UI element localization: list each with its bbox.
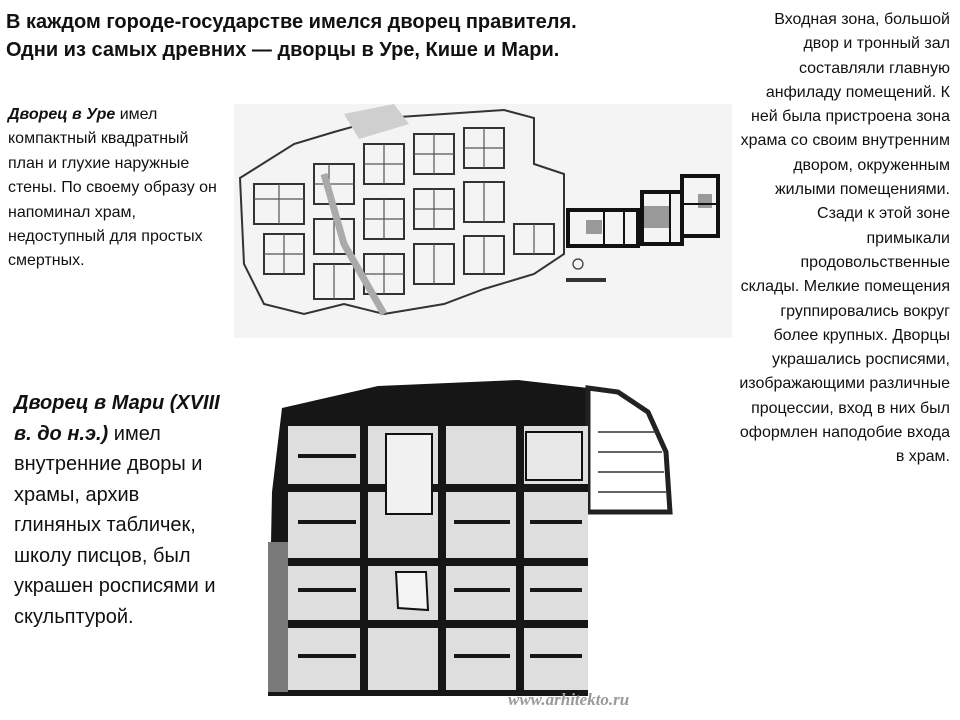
ur-palace-description xyxy=(8,103,223,274)
mari-palace-heading: Дворец в Мари (XVIII в. до н.э.) xyxy=(14,392,220,445)
title-line-2: Одни из самых древних — дворцы в Уре, Кише и Мари. xyxy=(6,39,560,61)
title-line-1: В каждом городе-государстве имелся дворец правителя. xyxy=(6,11,577,33)
site-watermark: www.arhitekto.ru xyxy=(508,690,630,709)
ur-palace-plan xyxy=(234,104,732,338)
slide-title xyxy=(6,8,646,64)
ur-palace-text: имел компактный квадратный план и глухие наружные стены. По своему образу он напоминал храм, недоступный для простых смертных. xyxy=(8,106,217,270)
mari-palace-text: имел внутренние дворы и храмы, архив глиняных табличек, школу писцов, был украшен росписями и скульптурой. xyxy=(14,422,216,628)
mari-palace-plan xyxy=(258,372,674,696)
palace-layout-description: Входная зона, большой двор и тронный зал составляли главную анфиладу помещений. К ней была пристроена зона храма со своим внутренним двором, окруженным жилыми помещениями. Сзади к этой зоне примыкали продовольственные склады. Мелкие помещения группировались вокруг более крупных. Дворцы украшались росписями, изображающими различные процессии, вход в них был оформлен наподобие входа в храм. xyxy=(739,11,950,466)
ur-palace-heading: Дворец в Уре xyxy=(8,106,116,123)
mari-palace-description xyxy=(14,388,229,632)
